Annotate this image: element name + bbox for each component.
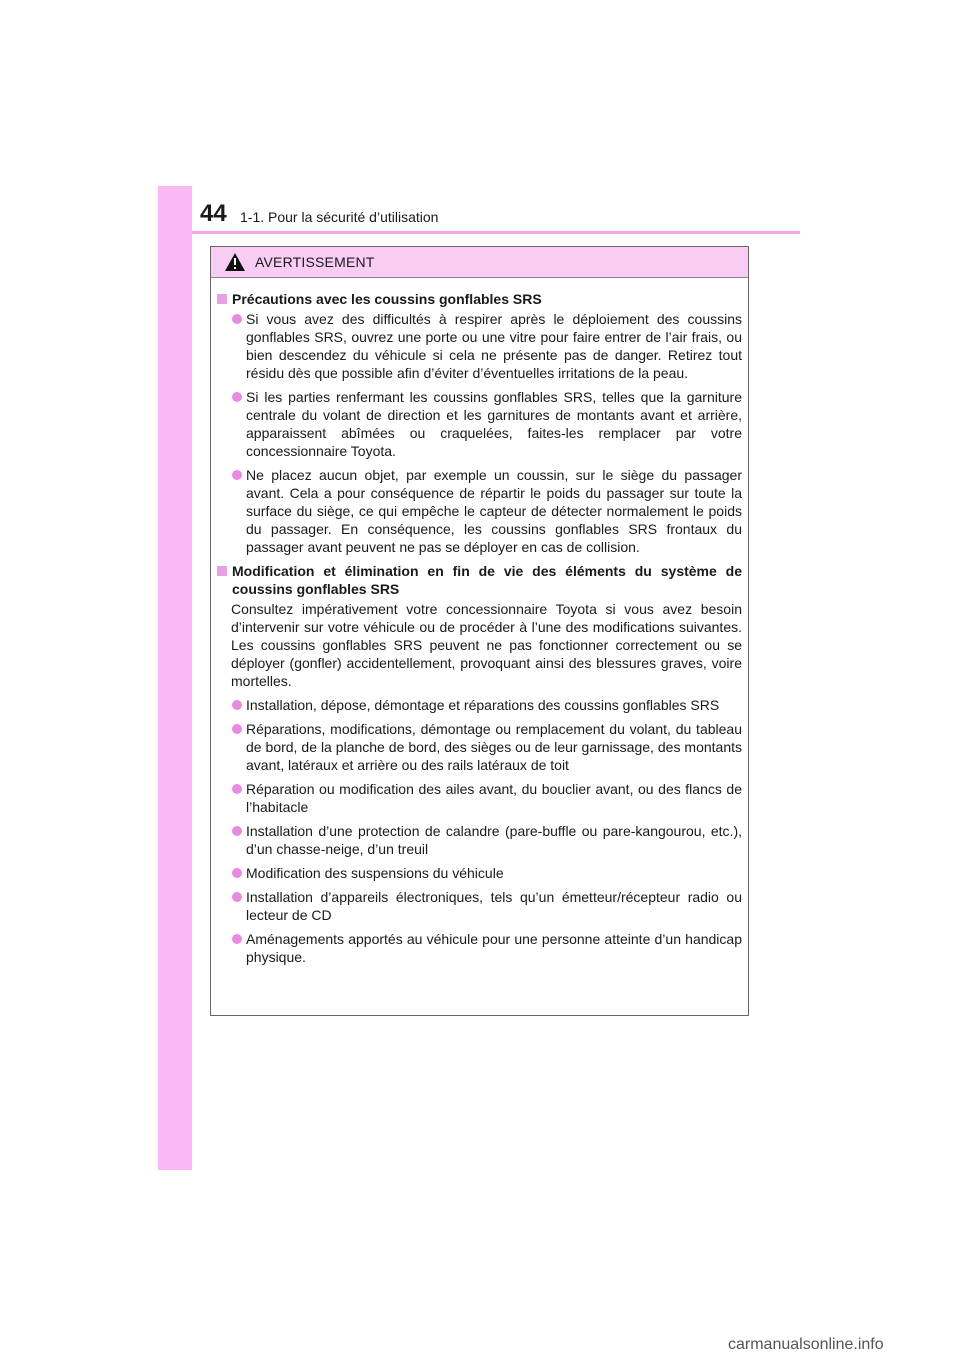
round-bullet-icon xyxy=(232,826,242,836)
round-bullet-icon xyxy=(232,700,242,710)
round-bullet-icon xyxy=(232,868,242,878)
warning-content xyxy=(211,278,748,966)
warning-title: AVERTISSEMENT xyxy=(255,254,375,270)
list-item: Si les parties renfermant les coussins gonflables SRS, telles que la garniture centrale du volant de direction et les garnitures de montants avant et arrière, apparaissent abîmées ou craquelées, faites-les remplacer par votre concessionnaire Toyota. xyxy=(217,388,742,460)
page-header xyxy=(158,186,800,232)
header-rule xyxy=(192,231,800,234)
page-number: 44 xyxy=(200,200,227,227)
round-bullet-icon xyxy=(232,892,242,902)
list-item: Installation d’appareils électroniques, tels qu’un émetteur/récepteur radio ou lecteur de CD xyxy=(217,888,742,924)
list-item: Réparation ou modification des ailes avant, du bouclier avant, ou des flancs de l’habitacle xyxy=(217,780,742,816)
list-item: Réparations, modifications, démontage ou remplacement du volant, du tableau de bord, de la planche de bord, des sièges ou de leur garnissage, des montants avant, latéraux et arrière ou des rails latéraux de toit xyxy=(217,720,742,774)
round-bullet-icon xyxy=(232,934,242,944)
warning-triangle-icon xyxy=(224,252,246,272)
round-bullet-icon xyxy=(232,784,242,794)
square-bullet-icon xyxy=(217,294,227,304)
round-bullet-icon xyxy=(232,470,242,480)
list-item: Modification des suspensions du véhicule xyxy=(217,864,742,882)
round-bullet-icon xyxy=(232,392,242,402)
list-item: Installation, dépose, démontage et réparations des coussins gonflables SRS xyxy=(217,696,742,714)
list-item: Aménagements apportés au véhicule pour une personne atteinte d’un handicap physique. xyxy=(217,930,742,966)
section-title: 1-1. Pour la sécurité d’utilisation xyxy=(240,209,439,225)
list-item: Si vous avez des difficultés à respirer après le déploiement des coussins gonflables SRS, ouvrez une porte ou une vitre pour faire entrer de l’air frais, ou bien descendez du véhicule si cela ne présente pas de danger. Retirez tout résidu dès que possible afin d’éviter d’éventuelles irritations de la peau. xyxy=(217,310,742,382)
list-item: Ne placez aucun objet, par exemple un coussin, sur le siège du passager avant. Cela a pour conséquence de répartir le poids du passager sur toute la surface du siège, ce qui empêche le capteur de détecter normalement le poids du passager. En conséquence, les coussins gonflables SRS frontaux du passager avant peuvent ne pas se déployer en cas de collision. xyxy=(217,466,742,556)
side-color-strip xyxy=(158,186,192,1170)
round-bullet-icon xyxy=(232,724,242,734)
warning-header xyxy=(211,247,748,278)
watermark-link[interactable]: carmanualsonline.info xyxy=(728,1336,884,1353)
section-heading: Modification et élimination en fin de vie des éléments du système de coussins gonflables SRS xyxy=(217,562,742,598)
section-heading: Précautions avec les coussins gonflables SRS xyxy=(217,290,742,308)
square-bullet-icon xyxy=(217,566,227,576)
round-bullet-icon xyxy=(232,314,242,324)
section-paragraph: Consultez impérativement votre concessionnaire Toyota si vous avez besoin d’intervenir sur votre véhicule ou de procéder à l’une des modifications suivantes. Les coussins gonflables SRS peuvent ne pas fonctionner correctement ou se déployer (gonfler) accidentellement, provoquant ainsi des blessures graves, voire mortelles. xyxy=(231,601,742,689)
warning-box xyxy=(210,246,749,1016)
list-item: Installation d’une protection de calandre (pare-buffle ou pare-kangourou, etc.), d’un chasse-neige, d’un treuil xyxy=(217,822,742,858)
